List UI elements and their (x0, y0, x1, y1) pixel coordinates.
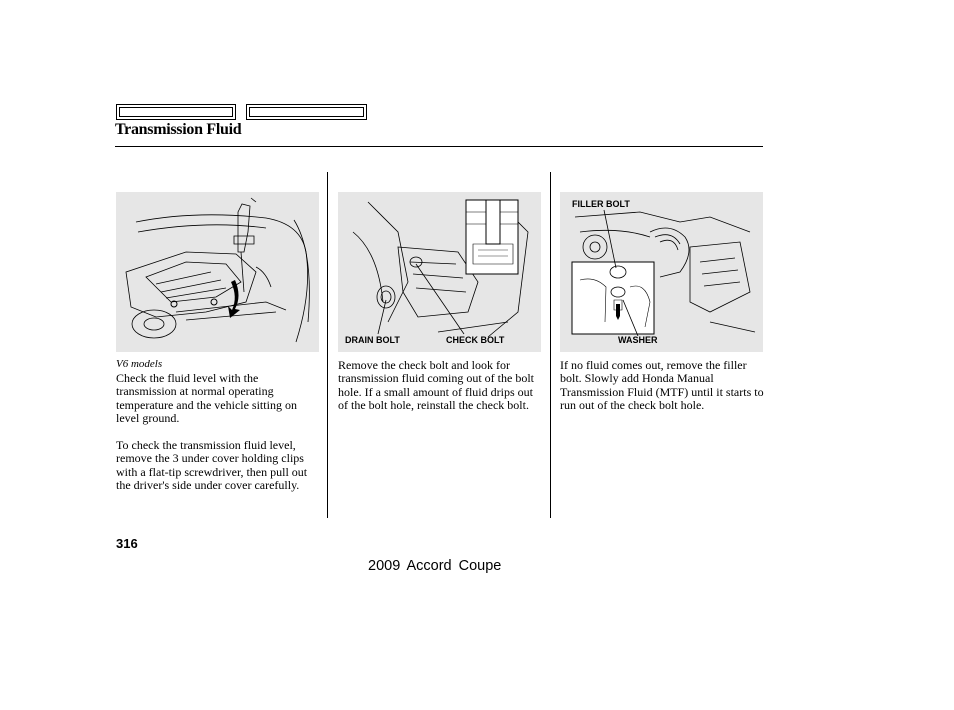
column-divider-2 (550, 172, 551, 518)
washer-label: WASHER (618, 335, 658, 345)
column-divider-1 (327, 172, 328, 518)
v6-caption: V6 models (116, 358, 163, 370)
figure-filler-bolt (560, 192, 763, 352)
under-cover-illustration (116, 192, 319, 352)
title-rule (115, 146, 763, 147)
drain-bolt-label: DRAIN BOLT (345, 335, 400, 345)
check-bolt-label: CHECK BOLT (446, 335, 505, 345)
figure-under-cover (116, 192, 319, 352)
header-tab-2 (246, 104, 367, 120)
page-title: Transmission Fluid (115, 121, 242, 138)
column3-paragraph-1: If no fluid comes out, remove the filler bolt. Slowly add Honda Manual Transmission Fluid (MTF) until it starts to run out of the check bolt hole. (560, 358, 764, 413)
header-tab-1 (116, 104, 236, 120)
check-bolt-inset (466, 200, 518, 274)
footer-model: 2009 Accord Coupe (368, 558, 502, 574)
column2-paragraph-1: Remove the check bolt and look for transmission fluid coming out of the bolt hole. If a small amount of fluid drips out of the bolt hole, reinstall the check bolt. (338, 358, 534, 413)
arrow-icon (228, 280, 240, 318)
check-bolt-illustration (338, 192, 541, 352)
column1-paragraph-1: Check the fluid level with the transmission at normal operating temperature and the vehicle sitting on level ground. (116, 371, 297, 426)
column1-paragraph-2: To check the transmission fluid level, remove the 3 under cover holding clips with a flat-tip screwdriver, then pull out the driver's side under cover carefully. (116, 438, 308, 493)
page-number: 316 (116, 536, 138, 551)
filler-bolt-label: FILLER BOLT (572, 199, 630, 209)
filler-bolt-illustration (560, 192, 763, 352)
figure-check-bolt (338, 192, 541, 352)
filler-bolt-inset (572, 262, 654, 334)
